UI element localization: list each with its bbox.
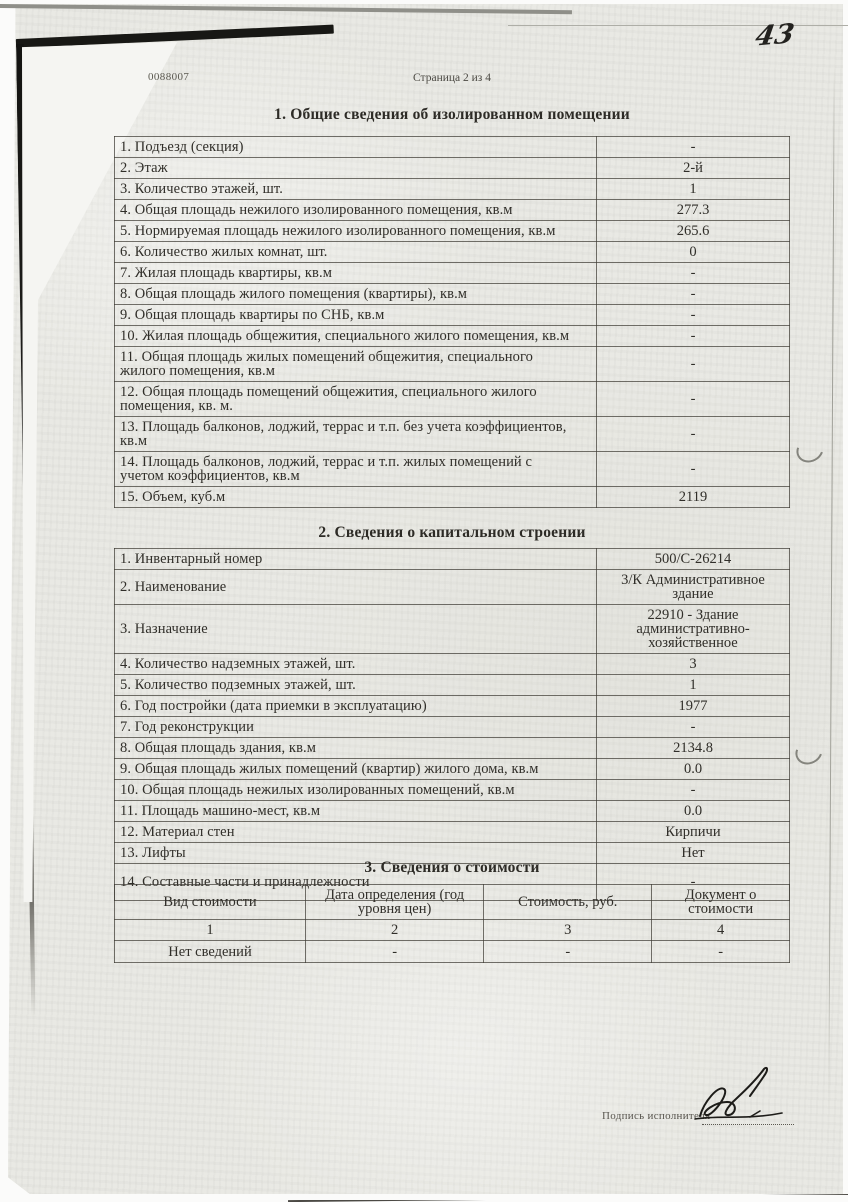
column-number: 1 [115,920,306,941]
row-value: - [597,137,790,158]
row-value: - [597,263,790,284]
table-row [115,179,790,200]
table-row [115,549,790,570]
table-row [115,347,790,382]
row-label: 11. Общая площадь жилых помещений общежития, специального жилого помещения, кв.м [115,347,597,382]
column-header: Вид стоимости [115,885,306,920]
row-value: 500/C-26214 [597,549,790,570]
table-body [115,137,790,508]
page-indicator: Страница 2 из 4 [413,72,491,84]
table-row [115,158,790,179]
table-row [115,605,790,654]
table-row [115,654,790,675]
row-value: - [597,864,790,901]
row-value: - [597,780,790,801]
row-value: - [597,717,790,738]
table-row [115,417,790,452]
row-value: 0 [597,242,790,263]
row-value: - [597,326,790,347]
table-row [115,570,790,605]
cost-info-table [114,884,790,963]
column-numbers-row [115,920,790,941]
signature-label: Подпись исполнителя [602,1110,711,1122]
row-label: 3. Количество этажей, шт. [115,179,597,200]
row-value: - [597,284,790,305]
capital-structure-table [114,548,790,901]
scan-bottom-margin [0,1195,848,1200]
row-label: 9. Общая площадь квартиры по СНБ, кв.м [115,305,597,326]
column-header: Стоимость, руб. [484,885,652,920]
row-label: 2. Этаж [115,158,597,179]
row-label: 1. Инвентарный номер [115,549,597,570]
row-label: 4. Общая площадь нежилого изолированного помещения, кв.м [115,200,597,221]
row-label: 3. Назначение [115,605,597,654]
handwritten-page-number: 43 [753,18,797,53]
document-number: 0088007 [148,71,190,83]
table-row [115,717,790,738]
row-value: 1 [597,179,790,200]
row-label: 12. Материал стен [115,822,597,843]
row-value: Кирпичи [597,822,790,843]
row-label: 4. Количество надземных этажей, шт. [115,654,597,675]
table-row [115,200,790,221]
row-label: 5. Количество подземных этажей, шт. [115,675,597,696]
table-row [115,263,790,284]
table-row [115,326,790,347]
row-value: 22910 - Здание административно-хозяйственное [597,605,790,654]
table-cell: Нет сведений [115,941,306,963]
row-label: 2. Наименование [115,570,597,605]
row-label: 13. Площадь балконов, лоджий, террас и т.п. без учета коэффициентов, кв.м [115,417,597,452]
table-row [115,221,790,242]
table-cell: - [484,941,652,963]
row-value: 0.0 [597,759,790,780]
row-label: 8. Общая площадь жилого помещения (квартиры), кв.м [115,284,597,305]
row-value: - [597,382,790,417]
table-row [115,941,790,963]
table-row [115,137,790,158]
row-label: 1. Подъезд (секция) [115,137,597,158]
table-cell: - [652,941,790,963]
row-label: 6. Год постройки (дата приемки в эксплуатацию) [115,696,597,717]
row-label: 9. Общая площадь жилых помещений (квартир) жилого дома, кв.м [115,759,597,780]
handwritten-signature [692,1066,796,1128]
table-row [115,284,790,305]
row-value: 0.0 [597,801,790,822]
row-value: - [597,417,790,452]
table-row [115,382,790,417]
table-body [115,941,790,963]
column-number: 3 [484,920,652,941]
table-row [115,487,790,508]
table-row [115,305,790,326]
section-3-title: 3. Сведения о стоимости [364,859,540,876]
row-label: 7. Год реконструкции [115,717,597,738]
table-header-row [115,885,790,920]
row-label: 6. Количество жилых комнат, шт. [115,242,597,263]
row-label: 13. Лифты [115,843,597,864]
table-row [115,696,790,717]
isolated-premises-table [114,136,790,508]
row-label: 14. Площадь балконов, лоджий, террас и т.п. жилых помещений с учетом коэффициентов, кв.м [115,452,597,487]
row-value: 1 [597,675,790,696]
row-value: Нет [597,843,790,864]
row-value: 3/К Административное здание [597,570,790,605]
row-label: 8. Общая площадь здания, кв.м [115,738,597,759]
column-number: 4 [652,920,790,941]
row-value: 2119 [597,487,790,508]
row-value: 1977 [597,696,790,717]
row-value: - [597,347,790,382]
table-row [115,738,790,759]
table-row [115,780,790,801]
row-value: - [597,305,790,326]
row-label: 14. Составные части и принадлежности [115,864,597,901]
row-value: 277.3 [597,200,790,221]
row-label: 11. Площадь машино-мест, кв.м [115,801,597,822]
row-value: 265.6 [597,221,790,242]
table-row [115,822,790,843]
column-header: Дата определения (год уровня цен) [306,885,484,920]
table-cell: - [306,941,484,963]
row-label: 10. Общая площадь нежилых изолированных помещений, кв.м [115,780,597,801]
row-label: 5. Нормируемая площадь нежилого изолированного помещения, кв.м [115,221,597,242]
section-2-title: 2. Сведения о капитальном строении [318,524,586,541]
row-value: 2-й [597,158,790,179]
scan-top-edge-right [508,25,848,26]
table-row [115,675,790,696]
row-label: 10. Жилая площадь общежития, специального жилого помещения, кв.м [115,326,597,347]
row-value: 3 [597,654,790,675]
row-label: 7. Жилая площадь квартиры, кв.м [115,263,597,284]
table-row [115,242,790,263]
row-label: 15. Объем, куб.м [115,487,597,508]
table-row [115,452,790,487]
row-value: - [597,452,790,487]
column-number: 2 [306,920,484,941]
table-row [115,801,790,822]
table-body [115,549,790,901]
row-label: 12. Общая площадь помещений общежития, специального жилого помещения, кв. м. [115,382,597,417]
row-value: 2134.8 [597,738,790,759]
table-row [115,759,790,780]
section-1-title: 1. Общие сведения об изолированном помещении [274,106,630,123]
column-header: Документ о стоимости [652,885,790,920]
